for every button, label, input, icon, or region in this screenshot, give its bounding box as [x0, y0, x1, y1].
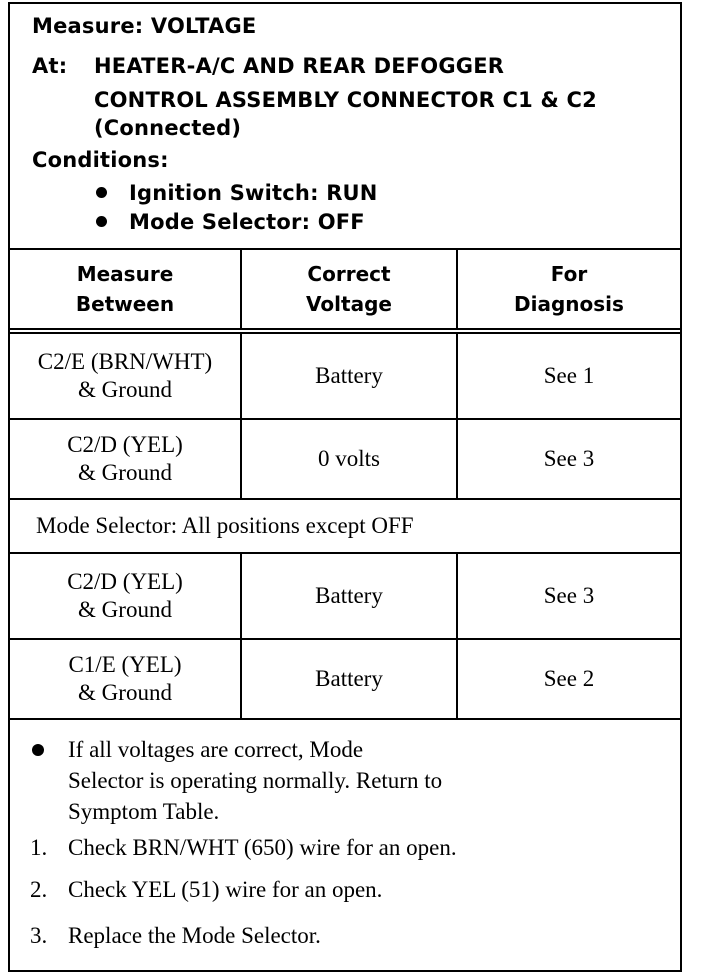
step-text: Check YEL (51) wire for an open. [68, 877, 383, 902]
header-correct-voltage: Correct Voltage [242, 250, 458, 328]
step-number: 2. [30, 877, 48, 902]
condition-text: Mode Selector: OFF [129, 210, 365, 234]
table-row [10, 554, 680, 640]
mode-selector-condition-row: Mode Selector: All positions except OFF [10, 500, 680, 554]
table-row [10, 420, 680, 500]
note-line: Symptom Table. [68, 799, 220, 824]
table-row [10, 640, 680, 720]
correct-voltage-cell: Battery [242, 554, 458, 638]
measure-between-cell: C2/D (YEL) & Ground [10, 420, 242, 498]
at-line-3: (Connected) [94, 116, 242, 140]
step-text: Check BRN/WHT (650) wire for an open. [68, 835, 457, 860]
bullet-icon [96, 216, 107, 227]
condition-item [96, 210, 365, 234]
step-number: 3. [30, 923, 48, 948]
at-line-1: HEATER-A/C AND REAR DEFOGGER [94, 54, 505, 78]
header-for-diagnosis: For Diagnosis [514, 262, 624, 316]
step-number: 1. [30, 835, 48, 860]
table-row [10, 334, 680, 420]
table-header-row [10, 250, 680, 334]
bullet-icon [32, 744, 44, 756]
measure-line [32, 14, 256, 38]
condition-text: Ignition Switch: RUN [129, 181, 378, 205]
conditions-label: Conditions: [32, 148, 169, 172]
measure-between-cell: C2/D (YEL) & Ground [10, 554, 242, 638]
chart-header [10, 4, 680, 250]
correct-voltage-cell: Battery [242, 640, 458, 718]
correct-voltage-cell: Battery [242, 334, 458, 418]
for-diagnosis-cell: See 1 [543, 363, 595, 388]
at-label: At: [32, 54, 68, 78]
measure-value: VOLTAGE [150, 14, 257, 38]
for-diagnosis-cell: See 3 [543, 583, 595, 608]
diagnostic-chart [8, 2, 682, 972]
note-line: Selector is operating normally. Return to [68, 768, 443, 793]
header-measure-between: Measure Between [10, 250, 242, 328]
note-line: If all voltages are correct, Mode [68, 737, 364, 762]
bullet-icon [96, 187, 107, 198]
for-diagnosis-cell: See 3 [543, 446, 595, 471]
measure-between-cell: C1/E (YEL) & Ground [10, 640, 242, 718]
for-diagnosis-cell: See 2 [543, 666, 595, 691]
measure-label: Measure: [32, 14, 144, 38]
at-line-2: CONTROL ASSEMBLY CONNECTOR C1 & C2 [94, 88, 597, 112]
condition-item [96, 181, 378, 205]
correct-voltage-cell: 0 volts [242, 420, 458, 498]
measure-between-cell: C2/E (BRN/WHT) & Ground [10, 334, 242, 418]
step-text: Replace the Mode Selector. [68, 923, 321, 948]
